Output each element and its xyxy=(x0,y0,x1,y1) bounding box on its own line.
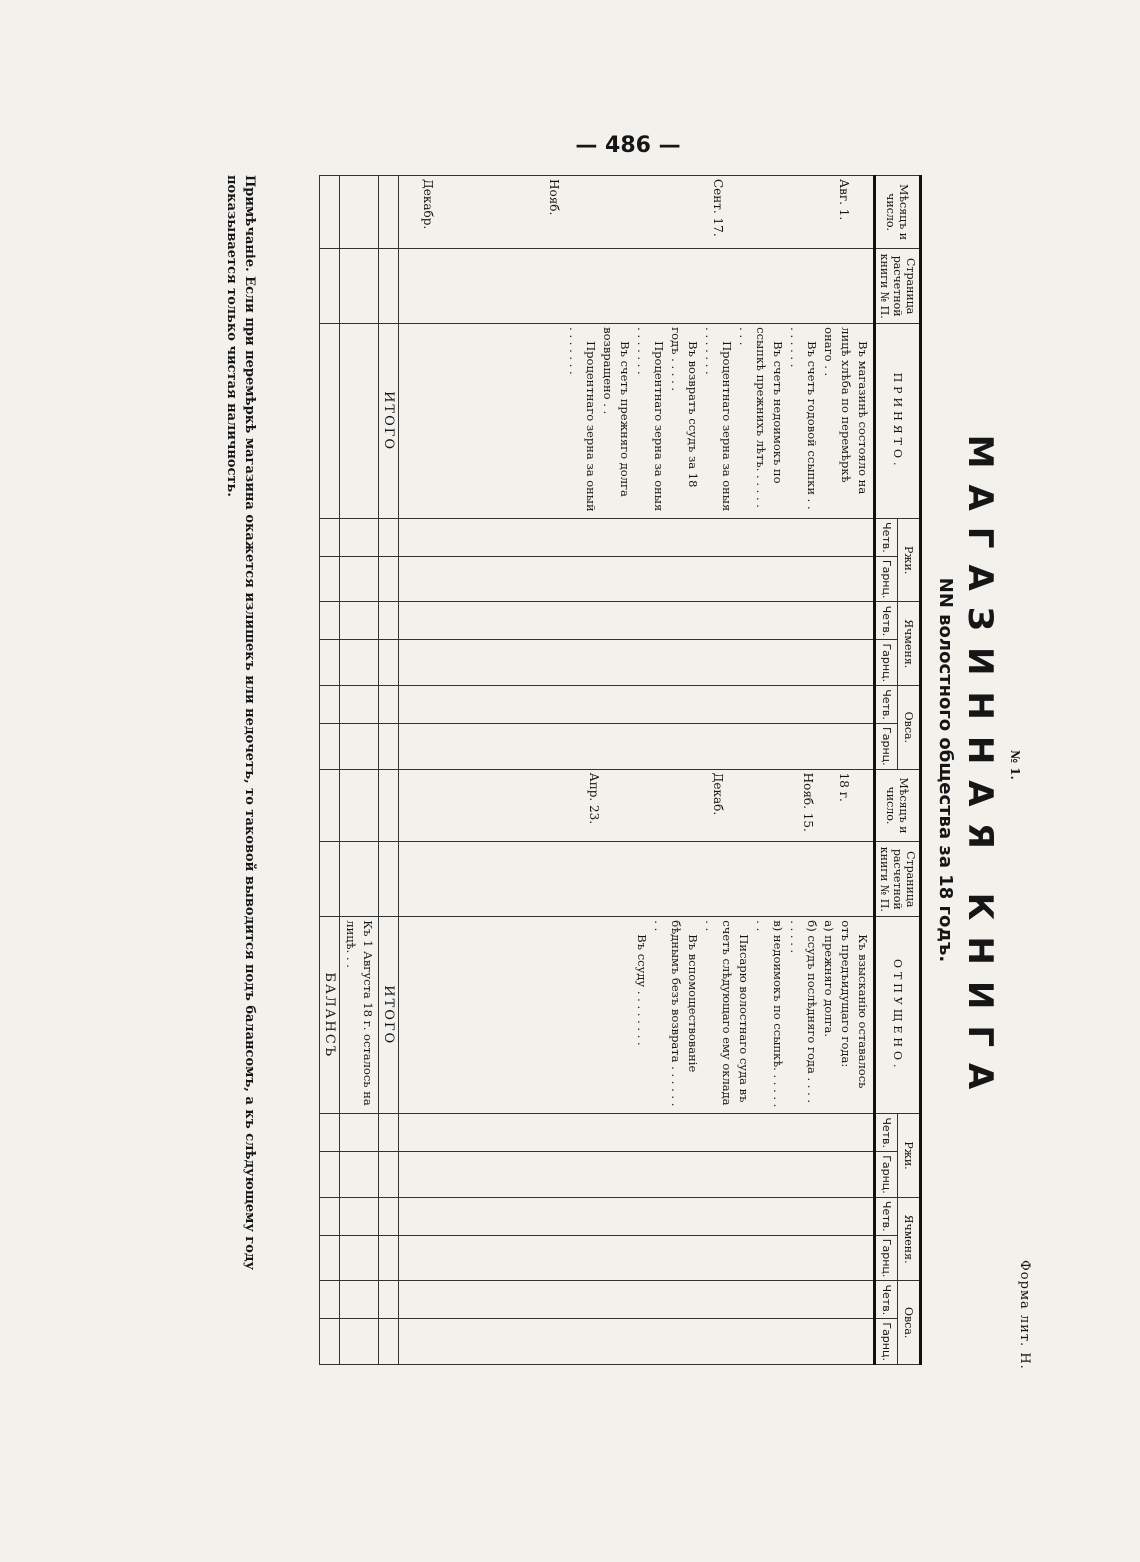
cell xyxy=(379,518,399,556)
cell xyxy=(379,1114,399,1152)
cell xyxy=(340,1114,379,1152)
cell xyxy=(399,1152,875,1198)
unit-chetv: Четв. xyxy=(875,602,898,640)
unit-garnts: Гарнц. xyxy=(875,640,898,686)
unit-garnts: Гарнц. xyxy=(875,556,898,602)
cell xyxy=(320,1152,340,1198)
cell xyxy=(320,1197,340,1235)
unit-chetv: Четв. xyxy=(875,686,898,724)
form-title-block xyxy=(935,175,1022,1365)
received-date: Сент. 17. xyxy=(711,179,725,237)
cell xyxy=(320,1235,340,1281)
received-dates xyxy=(399,176,875,249)
received-entry: Процентнаго зерна за оный . . . . . . . xyxy=(567,327,598,512)
released-date: Декаб. xyxy=(711,772,725,816)
released-entry: Въ вспомоществованіе бѣднымъ безъ возврата . . . . . . . . xyxy=(652,920,700,1107)
cell xyxy=(379,176,399,249)
cell xyxy=(320,724,340,770)
footnote-label: Примѣчаніе. xyxy=(242,175,257,272)
page-number: — 486 — xyxy=(575,133,681,158)
cell xyxy=(340,640,379,686)
cell xyxy=(399,602,875,640)
cell xyxy=(399,724,875,770)
received-entry: Въ счетъ годовой ссыпки . . . . . . . . xyxy=(788,327,819,510)
cell xyxy=(399,1235,875,1281)
col-received: ПРИНЯТО. xyxy=(875,324,921,519)
released-ledger-page xyxy=(399,842,875,917)
cell xyxy=(340,249,379,324)
balance-label: БАЛАНСЪ xyxy=(320,917,340,1114)
released-entry: Къ взысканію оставалось отъ предъидущаго года: xyxy=(839,920,870,1089)
cell xyxy=(340,686,379,724)
released-date: Апр. 23. xyxy=(587,772,601,825)
col-rye: Ржи. xyxy=(898,518,921,602)
released-date: Нояб. 15. xyxy=(801,772,815,832)
cell xyxy=(320,769,340,842)
cell xyxy=(340,556,379,602)
cell xyxy=(340,518,379,556)
cell xyxy=(320,842,340,917)
released-entry: в) недоимокъ по ссыпкѣ. . . . . . . . xyxy=(754,920,785,1108)
released-entry: Писарю волостнаго суда въ счетъ слѣдующаго ему оклада . . xyxy=(703,920,751,1106)
unit-chetv: Четв. xyxy=(875,1281,898,1319)
col-oats-released: Овса. xyxy=(898,1281,921,1365)
cell xyxy=(340,1197,379,1235)
received-ledger-page xyxy=(399,249,875,324)
cell xyxy=(379,686,399,724)
cell xyxy=(399,1197,875,1235)
form-label: Форма лит. Н. xyxy=(1017,1260,1032,1370)
cell xyxy=(399,556,875,602)
cell xyxy=(379,556,399,602)
col-oats: Овса. xyxy=(898,686,921,770)
received-entry: Процентнаго зерна за оныя . . . . . . . xyxy=(703,327,734,512)
cell xyxy=(320,602,340,640)
cell xyxy=(399,1114,875,1152)
form-title: МАГАЗИННАЯ КНИГА xyxy=(960,434,1000,1106)
cell xyxy=(320,1114,340,1152)
col-released: ОТПУЩЕНО. xyxy=(875,917,921,1114)
col-ledger-page-released: Страница расчетной книги № П. xyxy=(875,842,921,917)
received-entries xyxy=(399,324,875,519)
cell xyxy=(320,324,340,519)
cell xyxy=(379,842,399,917)
cell xyxy=(379,1197,399,1235)
received-entry: Процентнаго зерна за оныя . . . . . . . xyxy=(635,327,666,512)
form-subtitle: NN волостного общества за 18 годъ. xyxy=(935,577,956,963)
cell xyxy=(320,249,340,324)
col-barley: Ячменя. xyxy=(898,602,921,686)
ledger-table xyxy=(319,175,922,1365)
released-entry: Въ ссуду . . . . . . . . xyxy=(635,934,649,1046)
released-dates xyxy=(399,769,875,842)
col-ledger-page: Страница расчетной книги № П. xyxy=(875,249,921,324)
cell xyxy=(320,176,340,249)
cell xyxy=(379,640,399,686)
released-total-label: ИТОГО xyxy=(379,917,399,1114)
cell xyxy=(320,1319,340,1365)
cell xyxy=(340,1152,379,1198)
cell xyxy=(340,842,379,917)
cell xyxy=(379,1152,399,1198)
footnote-text xyxy=(222,175,258,1365)
received-date: Авг. 1. xyxy=(837,179,851,221)
cell xyxy=(379,249,399,324)
unit-garnts: Гарнц. xyxy=(875,724,898,770)
cell xyxy=(399,1319,875,1365)
cell xyxy=(340,602,379,640)
cell xyxy=(320,1281,340,1319)
cell xyxy=(340,1319,379,1365)
form-number: № 1. xyxy=(1008,750,1022,780)
cell xyxy=(379,1319,399,1365)
footnote-body: Если при перемѣркѣ магазина окажется излишекъ или недочетъ, то таковой выводится подъ балансомъ, а къ слѣдующему году показывается только чистая наличность. xyxy=(224,175,257,1270)
cell xyxy=(320,556,340,602)
cell xyxy=(399,640,875,686)
unit-chetv: Четв. xyxy=(875,518,898,556)
cell xyxy=(399,518,875,556)
col-barley-released: Ячменя. xyxy=(898,1197,921,1281)
received-date: Нояб. xyxy=(547,179,561,216)
col-month-day-released: Мѣсяцъ и число. xyxy=(875,769,921,842)
rotated-ledger-form xyxy=(220,175,1022,1365)
cell xyxy=(340,176,379,249)
unit-chetv: Четв. xyxy=(875,1114,898,1152)
unit-chetv: Четв. xyxy=(875,1197,898,1235)
cell xyxy=(379,724,399,770)
cell xyxy=(340,324,379,519)
cell xyxy=(320,686,340,724)
unit-garnts: Гарнц. xyxy=(875,1235,898,1281)
received-entry: Въ счетъ прежняго долга возвращено . . xyxy=(601,327,632,497)
col-month-day: Мѣсяцъ и число. xyxy=(875,176,921,249)
cell xyxy=(320,518,340,556)
cell xyxy=(340,724,379,770)
released-remainder: Къ 1 Августа 18 г. осталось на лицѣ. . . xyxy=(340,917,379,1114)
cell xyxy=(340,1235,379,1281)
released-entries xyxy=(399,917,875,1114)
cell xyxy=(379,1235,399,1281)
cell xyxy=(399,1281,875,1319)
cell xyxy=(320,640,340,686)
cell xyxy=(379,1281,399,1319)
unit-garnts: Гарнц. xyxy=(875,1152,898,1198)
received-total-label: ИТОГО xyxy=(379,324,399,519)
received-entry: Въ возвратъ ссудъ за 18 годъ . . . . . xyxy=(669,327,700,488)
released-entry: а) прежняго долга. xyxy=(822,920,836,1038)
cell xyxy=(399,686,875,724)
released-entry: б) ссудъ послѣдняго года . . . . . . . . . xyxy=(788,920,819,1104)
cell xyxy=(379,602,399,640)
col-rye-released: Ржи. xyxy=(898,1114,921,1198)
received-date: Декабр. xyxy=(421,179,435,230)
cell xyxy=(379,769,399,842)
received-entry: Въ магазинѣ состояло на лицѣ хлѣба по перемѣркѣ онаго . . xyxy=(822,327,870,495)
received-entry: Въ счетъ недоимокъ по ссыпкѣ прежнихъ лѣтъ. . . . . . . . . xyxy=(737,327,785,508)
unit-garnts: Гарнц. xyxy=(875,1319,898,1365)
released-date: 18 г. xyxy=(837,772,851,802)
cell xyxy=(340,769,379,842)
cell xyxy=(340,1281,379,1319)
